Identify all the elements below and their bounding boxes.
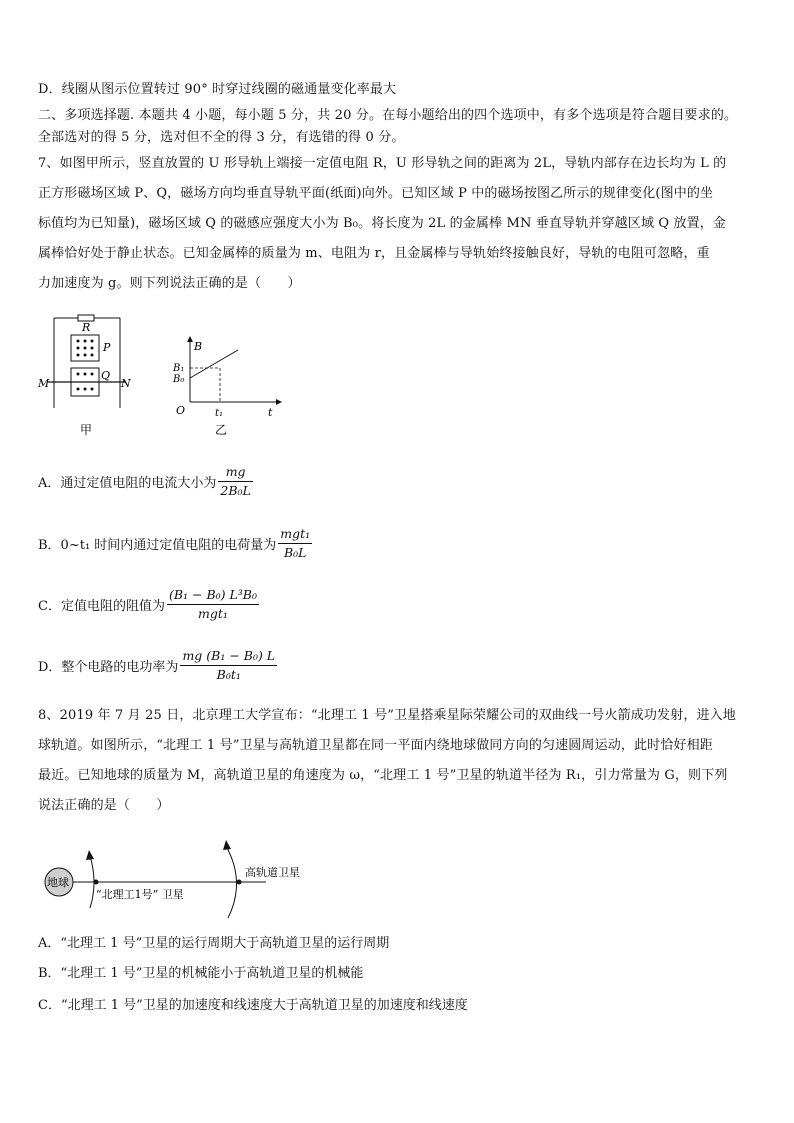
q8-text-1: 8、2019 年 7 月 25 日，北京理工大学宣布：“北理工 1 号”卫星搭乘星际荣耀公司的双曲线一号火箭成功发射，进入地 — [38, 708, 736, 723]
frac-denominator: 2B₀L — [220, 483, 251, 498]
label-t-axis: t — [268, 406, 273, 419]
q7-text-2: 正方形磁场区域 P、Q，磁场方向均垂直导轨平面(纸面)向外。已知区域 P 中的磁场按图乙所示的规律变化(图中的坐 — [38, 186, 714, 201]
q7-option-c-text: C．定值电阻的阻值为 — [38, 599, 165, 614]
q8-text-4: 说法正确的是（ ） — [38, 798, 170, 813]
frac-numerator: mg (B₁ − B₀) L — [180, 648, 277, 666]
label-t1: t₁ — [215, 408, 224, 419]
q7-option-a — [38, 464, 253, 499]
label-n: N — [121, 377, 131, 390]
q7-option-d — [38, 648, 277, 683]
q7-text-5: 力加速度为 g。则下列说法正确的是（ ） — [38, 276, 301, 291]
section-heading: 二、多项选择题. 本题共 4 小题，每小题 5 分，共 20 分。在每小题给出的四个选项中，有多个选项是符合题目要求的。 — [38, 108, 738, 123]
figure-orbit — [40, 838, 340, 922]
label-origin: O — [176, 404, 186, 417]
q8-text-3: 最近。已知地球的质量为 M，高轨道卫星的角速度为 ω，“北理工 1 号”卫星的轨道半径为 R₁，引力常量为 G，则下列 — [38, 768, 728, 783]
q7-option-a-text: A．通过定值电阻的电流大小为 — [38, 476, 217, 491]
label-sat2: 高轨道卫星 — [245, 866, 300, 879]
q8-option-c: C．“北理工 1 号”卫星的加速度和线速度大于高轨道卫星的加速度和线速度 — [38, 998, 468, 1013]
q7-text-4: 属棒恰好处于静止状态。已知金属棒的质量为 m、电阻为 r，且金属棒与导轨始终接触良好，导轨的电阻可忽略，重 — [38, 246, 710, 261]
caption-yi: 乙 — [215, 423, 228, 437]
satellite-2 — [237, 880, 242, 885]
figure-jia — [34, 312, 144, 442]
frac-numerator: mg — [218, 464, 252, 482]
q7-text-1: 7、如图甲所示，竖直放置的 U 形导轨上端接一定值电阻 R，U 形导轨之间的距离为 2L，导轨内部存在边长均为 L 的 — [38, 156, 727, 171]
label-r: R — [82, 321, 91, 334]
label-p: P — [103, 341, 111, 354]
q7-option-c — [38, 587, 259, 622]
label-q: Q — [101, 369, 111, 382]
q8-option-a: A．“北理工 1 号”卫星的运行周期大于高轨道卫星的运行周期 — [38, 936, 390, 951]
q7-option-b-fraction — [278, 526, 312, 561]
caption-jia: 甲 — [80, 423, 93, 437]
option-d-prev: D．线圈从图示位置转过 90° 时穿过线圈的磁通量变化率最大 — [38, 82, 397, 97]
section-scoring: 全部选对的得 5 分，选对但不全的得 3 分，有选错的得 0 分。 — [38, 130, 405, 145]
figure-yi — [168, 332, 288, 442]
label-m: M — [38, 377, 50, 390]
label-sat1: “北理工1号” 卫星 — [96, 888, 184, 901]
b-t-line — [190, 350, 238, 378]
q8-option-b: B．“北理工 1 号”卫星的机械能小于高轨道卫星的机械能 — [38, 966, 364, 981]
satellite-1 — [94, 880, 99, 885]
label-b-axis: B — [194, 340, 203, 353]
q8-text-2: 球轨道。如图所示，“北理工 1 号”卫星与高轨道卫星都在同一平面内绕地球做同方向的匀速圆周运动，此时恰好相距 — [38, 738, 713, 753]
frac-denominator: B₀t₁ — [216, 667, 241, 682]
q7-option-b-text: B．0~t₁ 时间内通过定值电阻的电荷量为 — [38, 538, 277, 553]
q7-text-3: 标值均为已知量)，磁场区域 Q 的磁感应强度大小为 B₀。将长度为 2L 的金属棒 MN 垂直导轨并穿越区域 Q 放置，金 — [38, 216, 727, 231]
label-b1: B₁ — [173, 363, 185, 374]
q7-option-b — [38, 526, 312, 561]
q7-option-c-fraction — [167, 587, 259, 622]
q7-option-d-fraction — [180, 648, 277, 683]
frac-numerator: mgt₁ — [278, 526, 312, 544]
frac-numerator: (B₁ − B₀) L³B₀ — [167, 587, 259, 605]
q7-option-a-fraction — [218, 464, 252, 499]
frac-denominator: mgt₁ — [198, 606, 228, 621]
frac-denominator: B₀L — [283, 545, 307, 560]
label-b0: B₀ — [173, 374, 185, 385]
label-earth: 地球 — [47, 876, 69, 889]
q7-option-d-text: D．整个电路的电功率为 — [38, 660, 179, 675]
